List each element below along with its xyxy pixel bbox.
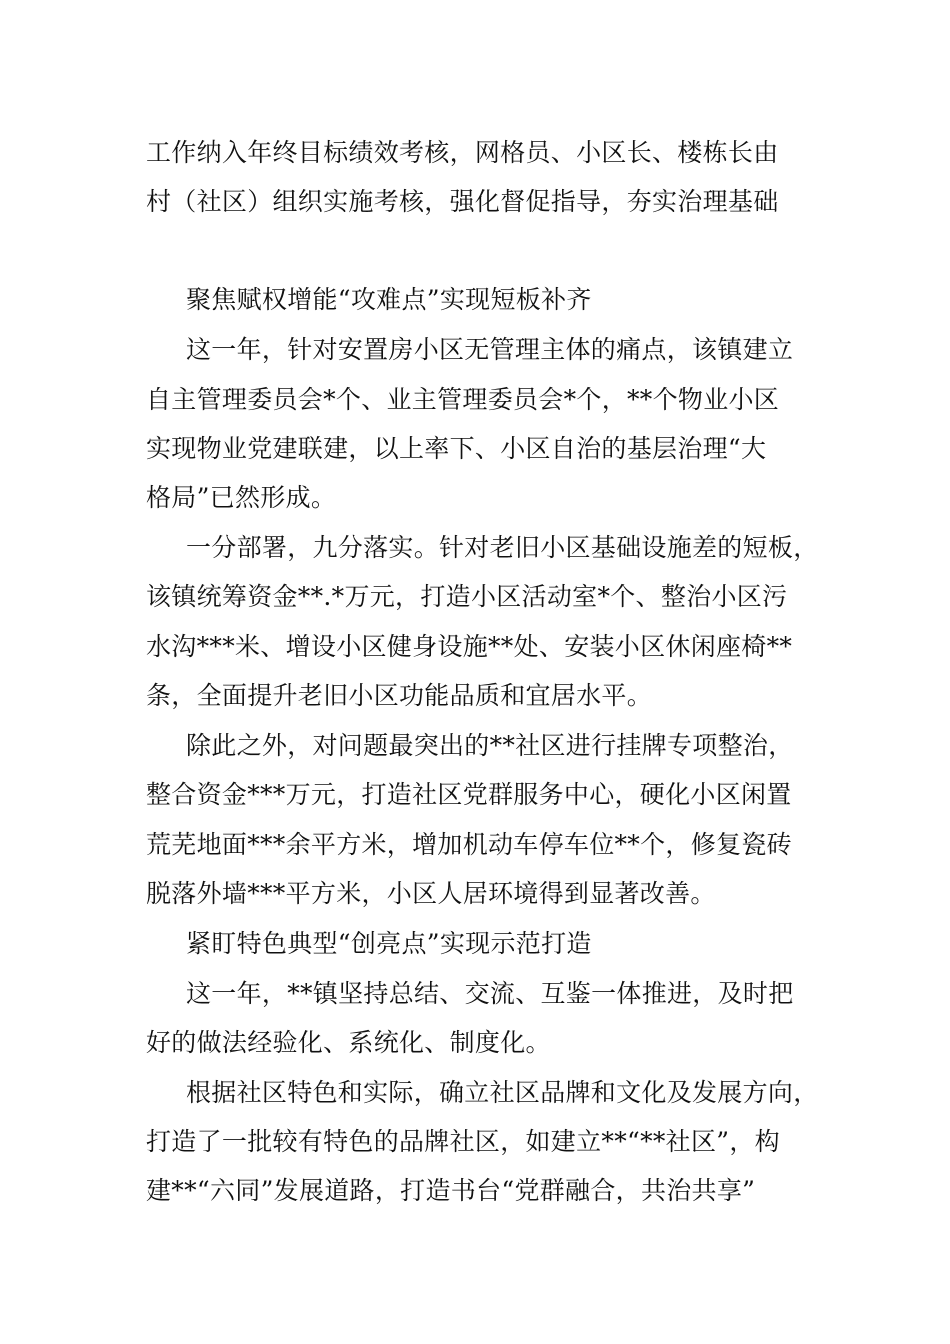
body-line: 该镇统筹资金**.*万元，打造小区活动室*个、整治小区污	[146, 582, 788, 611]
body-line: 格局”已然形成。	[146, 483, 337, 512]
body-line: 条，全面提升老旧小区功能品质和宜居水平。	[146, 681, 653, 710]
section-heading: 聚焦赋权增能“攻难点”实现短板补齐	[186, 285, 592, 314]
body-line: 好的做法经验化、系统化、制度化。	[146, 1028, 551, 1057]
paragraph-start-line: 除此之外，对问题最突出的**社区进行挂牌专项整治，	[186, 731, 794, 760]
body-line: 实现物业党建联建，以上率下、小区自治的基层治理“大	[146, 434, 767, 463]
paragraph-start-line: 这一年，**镇坚持总结、交流、互鉴一体推进，及时把	[186, 979, 794, 1008]
paragraph-start-line: 一分部署，九分落实。针对老旧小区基础设施差的短板，	[186, 533, 819, 562]
body-line: 整合资金***万元，打造社区党群服务中心，硬化小区闲置	[146, 780, 792, 809]
body-line: 荒芜地面***余平方米，增加机动车停车位**个，修复瓷砖	[146, 830, 792, 859]
body-line: 村（社区）组织实施考核，强化督促指导，夯实治理基础	[146, 187, 779, 216]
body-line: 建**“六同”发展道路，打造书台“党群融合，共治共享”	[146, 1176, 756, 1205]
body-line: 脱落外墙***平方米，小区人居环境得到显著改善。	[146, 879, 716, 908]
body-line: 工作纳入年终目标绩效考核，网格员、小区长、楼栋长由	[146, 138, 779, 167]
paragraph-start-line: 根据社区特色和实际，确立社区品牌和文化及发展方向，	[186, 1078, 819, 1107]
body-line: 打造了一批较有特色的品牌社区，如建立**“**社区”，构	[146, 1127, 780, 1156]
section-heading: 紧盯特色典型“创亮点”实现示范打造	[186, 929, 592, 958]
body-line: 水沟***米、增设小区健身设施**处、安装小区休闲座椅**	[146, 632, 793, 661]
paragraph-start-line: 这一年，针对安置房小区无管理主体的痛点，该镇建立	[186, 335, 794, 364]
body-line: 自主管理委员会*个、业主管理委员会*个，**个物业小区	[146, 385, 780, 414]
